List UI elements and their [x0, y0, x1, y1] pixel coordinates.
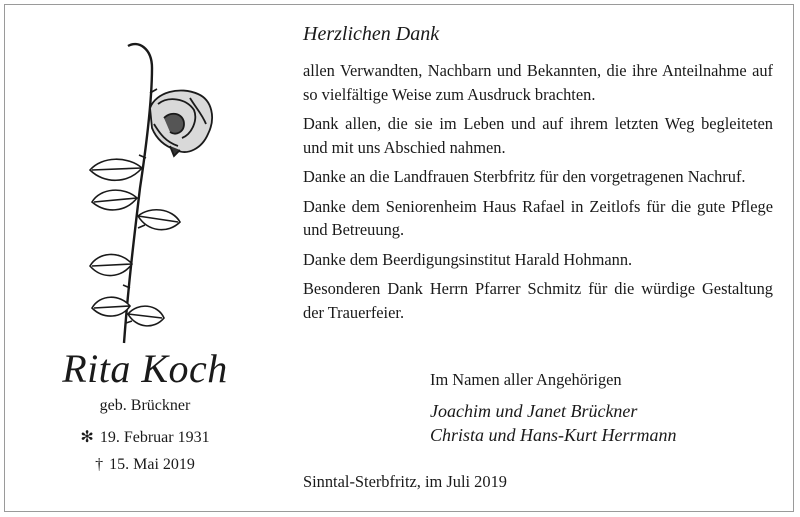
birth-date: 19. Februar 1931: [99, 429, 210, 446]
thanks-paragraph: Besonderen Dank Herrn Pfarrer Schmitz für die würdige Gestaltung der Trauerfeier.: [303, 279, 773, 322]
thanks-paragraph: Danke dem Beerdigungsinstitut Harald Hohmann.: [303, 249, 633, 269]
thanks-paragraph: Danke an die Landfrauen Sterbfritz für den vorgetragenen Nachruf.: [303, 167, 746, 186]
place-date: Sinntal-Sterbfritz, im Juli 2019: [303, 472, 507, 491]
wilted-rose-icon: [80, 38, 220, 348]
death-cross-icon: †: [95, 456, 104, 473]
closing-block: [430, 369, 780, 447]
notice-heading: Herzlichen Dank: [303, 23, 440, 45]
death-date: 15. Mai 2019: [109, 456, 195, 473]
birth-name: geb. Brückner: [99, 397, 191, 414]
left-column: [0, 0, 290, 517]
death-date-line: [0, 456, 290, 474]
birth-date-line: [0, 427, 290, 447]
deceased-name: Rita Koch: [62, 346, 228, 391]
thanks-text: [303, 22, 773, 330]
signature-line: Joachim und Janet Brückner: [430, 401, 638, 421]
signature-line: Christa und Hans-Kurt Herrmann: [430, 425, 677, 445]
on-behalf-line: Im Namen aller Angehörigen: [430, 370, 622, 389]
birth-star-icon: ✻: [80, 429, 94, 446]
thanks-paragraph: Dank allen, die sie im Leben und auf ihrem letzten Weg begleiteten und mit uns Abschied nahmen.: [303, 114, 773, 157]
thanks-paragraph: allen Verwandten, Nachbarn und Bekannten, die ihre Anteilnahme auf so vielfältige Weise zum Ausdruck brachten.: [303, 61, 773, 104]
thanks-paragraph: Danke dem Seniorenheim Haus Rafael in Zeitlofs für die gute Pflege und Betreuung.: [303, 196, 773, 239]
